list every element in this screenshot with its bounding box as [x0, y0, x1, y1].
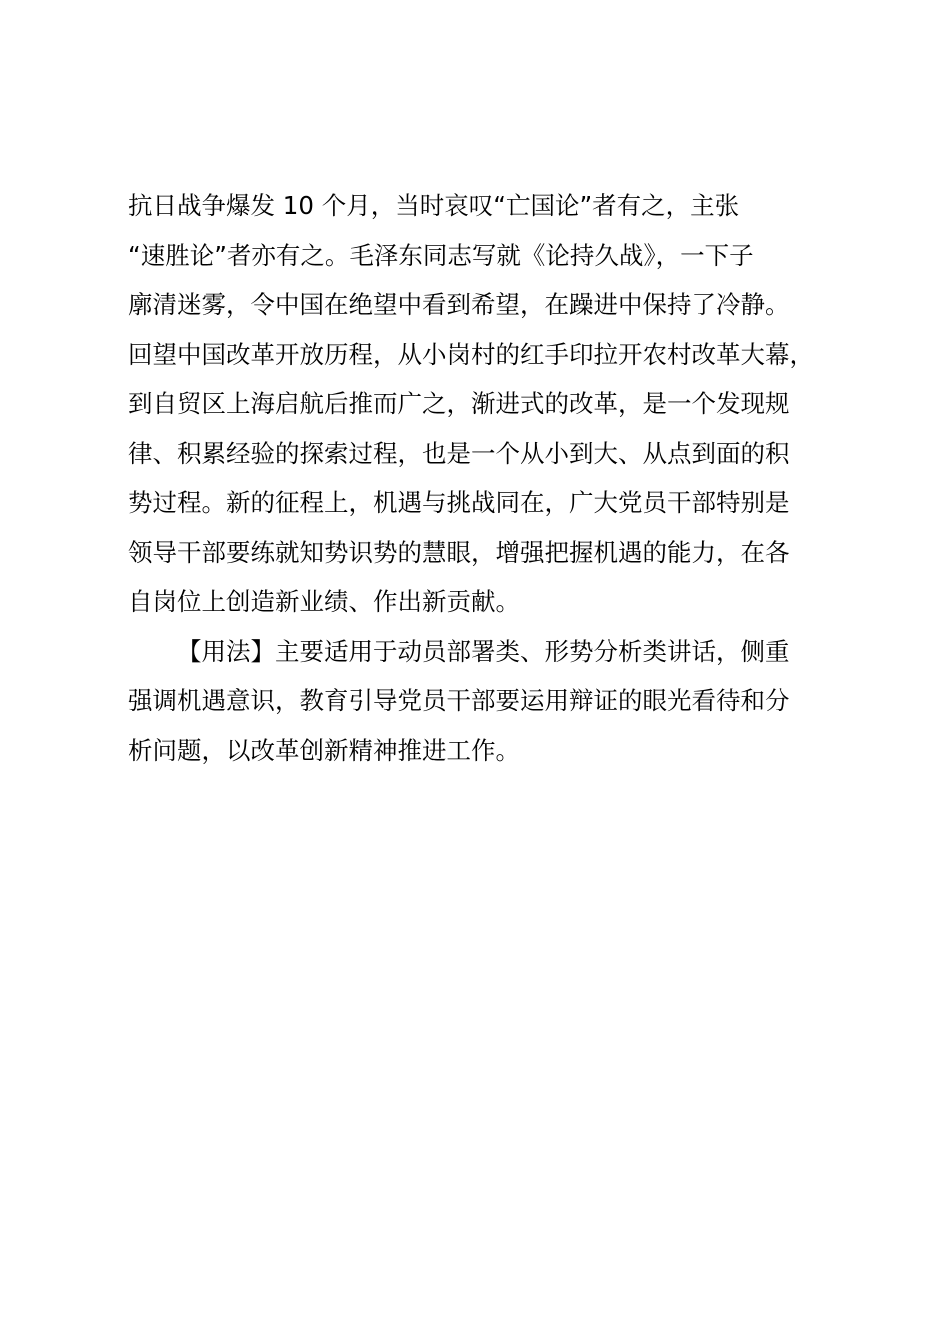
text-line: 抗日战争爆发 10 个月，当时哀叹“亡国论”者有之，主张 — [128, 191, 740, 220]
paragraph-usage — [128, 627, 838, 776]
text-line: 到自贸区上海启航后推而广之，渐进式的改革，是一个发现规 — [128, 389, 790, 418]
text-line: 领导干部要练就知势识势的慧眼，增强把握机遇的能力，在各 — [128, 537, 790, 567]
text-line: 强调机遇意识，教育引导党员干部要运用辩证的眼光看待和分 — [128, 686, 790, 715]
text-line: 自岗位上创造新业绩、作出新贡献。 — [128, 587, 520, 616]
text-line: 【用法】主要适用于动员部署类、形势分析类讲话，侧重 — [177, 636, 790, 666]
text-line: 势过程。新的征程上，机遇与挑战同在，广大党员干部特别是 — [128, 488, 790, 517]
text-line: 析问题，以改革创新精神推进工作。 — [128, 735, 520, 765]
text-line: 律、积累经验的探索过程，也是一个从小到大、从点到面的积 — [128, 438, 790, 468]
text-line: “速胜论”者亦有之。毛泽东同志写就《论持久战》，一下子 — [128, 240, 754, 270]
document-body — [128, 181, 838, 775]
text-line: 回望中国改革开放历程，从小岗村的红手印拉开农村改革大幕， — [128, 339, 814, 369]
paragraph-history — [128, 181, 838, 627]
text-line: 廓清迷雾，令中国在绝望中看到希望，在躁进中保持了冷静。 — [128, 290, 790, 319]
